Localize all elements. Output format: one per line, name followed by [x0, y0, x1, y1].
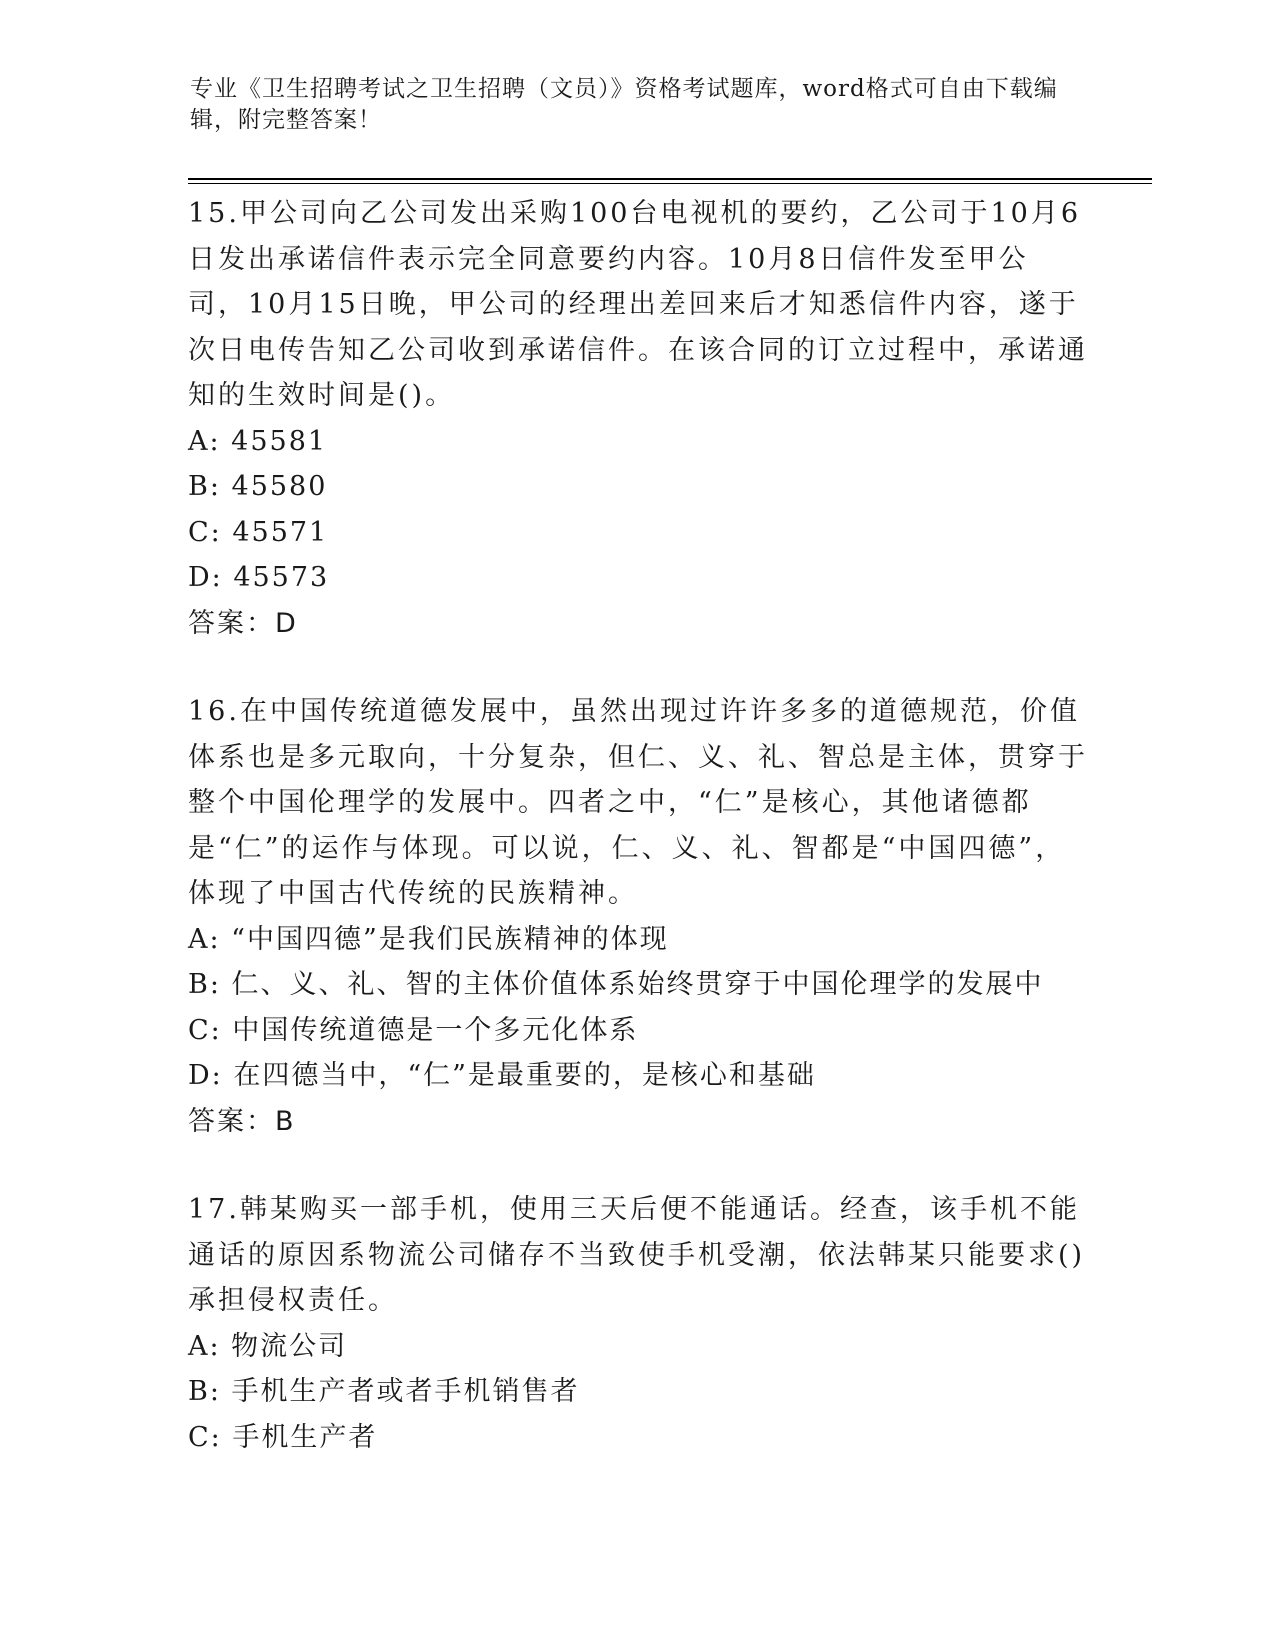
option-c: C: 45571: [188, 516, 329, 548]
option-a: A: “中国四德”是我们民族精神的体现: [188, 923, 669, 955]
question-text: 17.韩某购买一部手机，使用三天后便不能通话。经查，该手机不能通话的原因系物流公司储存不当致使手机受潮，依法韩某只能要求()承担侵权责任。: [188, 1194, 1086, 1316]
option-a: A: 物流公司: [188, 1330, 348, 1362]
answer: 答案：D: [188, 607, 298, 639]
question-text: 16.在中国传统道德发展中，虽然出现过许许多多的道德规范，价值体系也是多元取向，十分复杂，但仁、义、礼、智总是主体，贯穿于整个中国伦理学的发展中。四者之中，“仁”是核心，其他诸德都是“仁”的运作与体现。可以说，仁、义、礼、智都是“中国四德”，体现了中国古代传统的民族精神。: [188, 696, 1088, 909]
option-a: A: 45581: [188, 425, 328, 457]
option-b: B: 手机生产者或者手机销售者: [188, 1376, 580, 1407]
option-c: C: 中国传统道德是一个多元化体系: [188, 1014, 639, 1046]
question-17: [188, 1187, 1088, 1460]
answer: 答案：B: [188, 1105, 296, 1137]
question-15: [188, 191, 1088, 646]
page-header: 专业《卫生招聘考试之卫生招聘（文员）》资格考试题库，word格式可自由下载编辑，附完整答案！: [190, 76, 1058, 133]
option-b: B: 45580: [188, 471, 328, 502]
option-d: D: 在四德当中，“仁”是最重要的，是核心和基础: [188, 1060, 816, 1091]
option-d: D: 45573: [188, 562, 330, 593]
question-16: [188, 689, 1088, 1144]
question-list: [188, 191, 1088, 1503]
option-b: B: 仁、义、礼、智的主体价值体系始终贯穿于中国伦理学的发展中: [188, 969, 1044, 1000]
header-divider-thin: [188, 183, 1152, 184]
option-c: C: 手机生产者: [188, 1421, 378, 1453]
header-divider: [188, 178, 1152, 180]
question-text: 15.甲公司向乙公司发出采购100台电视机的要约，乙公司于10月6日发出承诺信件表示完全同意要约内容。10月8日信件发至甲公司，10月15日晚，甲公司的经理出差回来后才知悉信件内容，遂于次日电传告知乙公司收到承诺信件。在该合同的订立过程中，承诺通知的生效时间是()。: [188, 198, 1088, 411]
